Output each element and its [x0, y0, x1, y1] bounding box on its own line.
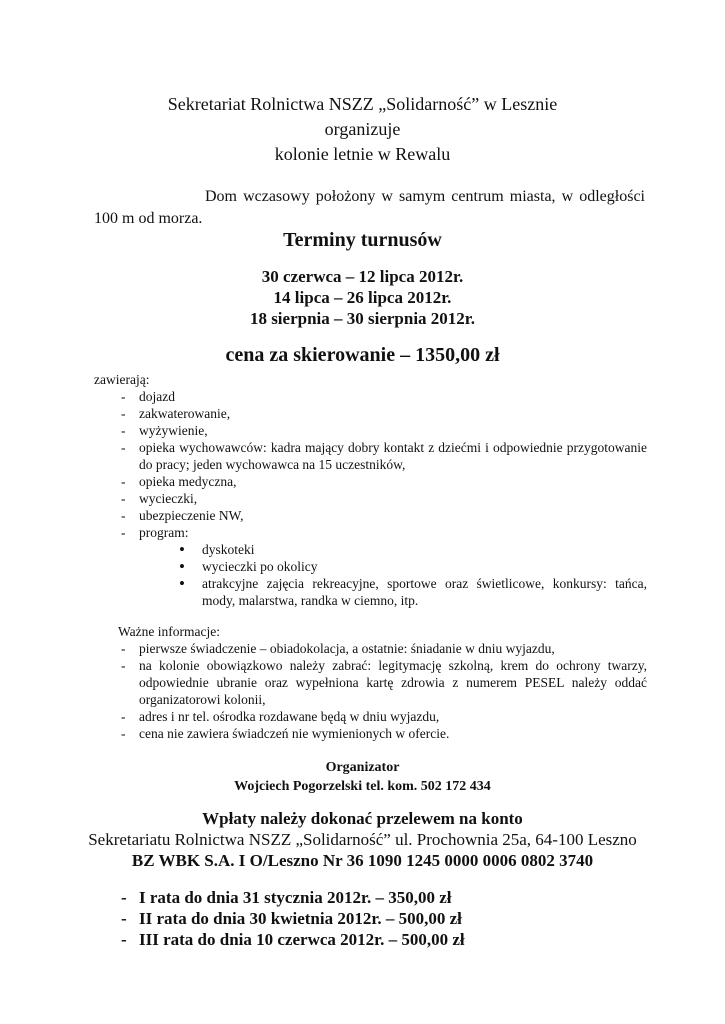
payment-block	[0, 808, 725, 871]
organizer-name: Wojciech Pogorzelski tel. kom. 502 172 434	[234, 779, 491, 794]
installment-item: - III rata do dnia 10 czerwca 2012r. – 500,00 zł	[115, 929, 465, 950]
list-item: - opieka medyczna,	[115, 473, 647, 490]
program-item: • wycieczki po okolicy	[179, 558, 647, 575]
list-item: - program: • dyskoteki • wycieczki po okolicy • atrakcyjne zajęcia rekreacyjne, sportowe oraz świetlicowe, konkursy: tańca, mody, malarstwa, randka w ciemno, itp.	[115, 524, 647, 609]
program-item: • dyskoteki	[179, 541, 647, 558]
info-item: - na kolonie obowiązkowo należy zabrać: legitymację szkolną, krem do ochrony twarzy, odpowiednie ubranie oraz wypełniona kartę zdrowia z numerem PESEL należy oddać organizatorowi kolonii,	[115, 657, 647, 708]
installment-item: - II rata do dnia 30 kwietnia 2012r. – 500,00 zł	[115, 908, 465, 929]
header-line-1: Sekretariat Rolnictwa NSZZ „Solidarność” w Lesznie	[167, 94, 558, 114]
terms-list	[0, 266, 725, 329]
list-item: - opieka wychowawców: kadra mający dobry kontakt z dziećmi i odpowiednie przygotowanie do pracy; jeden wychowawca na 15 uczestników,	[115, 439, 647, 473]
payment-title: Wpłaty należy dokonać przelewem na konto	[202, 809, 523, 828]
term-item: 14 lipca – 26 lipca 2012r.	[273, 288, 452, 307]
info-item: - adres i nr tel. ośrodka rozdawane będą w dniu wyjazdu,	[115, 708, 647, 725]
info-item: - pierwsze świadczenie – obiadokolacja, a ostatnie: śniadanie w dniu wyjazdu,	[115, 640, 647, 657]
terms-title: Terminy turnusów	[283, 229, 442, 251]
organizer-block	[0, 758, 725, 796]
list-item: - dojazd	[115, 388, 647, 405]
includes-label: zawierają:	[94, 372, 150, 387]
payment-address: Sekretariatu Rolnictwa NSZZ „Solidarność” ul. Prochownia 25a, 64-100 Leszno	[88, 830, 637, 849]
info-label: Ważne informacje:	[118, 624, 220, 639]
list-item: - ubezpieczenie NW,	[115, 507, 647, 524]
program-list	[139, 541, 647, 609]
bank-account: BZ WBK S.A. I O/Leszno Nr 36 1090 1245 0000 0006 0802 3740	[131, 851, 594, 870]
organizer-label: Organizator	[325, 760, 400, 775]
header-line-3: kolonie letnie w Rewalu	[274, 144, 451, 164]
info-item: - cena nie zawiera świadczeń nie wymienionych w ofercie.	[115, 725, 647, 742]
intro-line-2: 100 m od morza.	[94, 210, 203, 227]
price-line: cena za skierowanie – 1350,00 zł	[225, 344, 500, 366]
list-item: - zakwaterowanie,	[115, 405, 647, 422]
installment-item: - I rata do dnia 31 stycznia 2012r. – 350,00 zł	[115, 887, 465, 908]
term-item: 18 sierpnia – 30 sierpnia 2012r.	[249, 309, 476, 328]
intro-line-1: Dom wczasowy położony w samym centrum miasta, w odległości	[205, 188, 645, 205]
program-item: • atrakcyjne zajęcia rekreacyjne, sportowe oraz świetlicowe, konkursy: tańca, mody, malarstwa, randka w ciemno, itp.	[179, 575, 647, 609]
list-item: - wycieczki,	[115, 490, 647, 507]
installments-list	[115, 887, 465, 950]
info-list	[115, 640, 647, 742]
list-item: - wyżywienie,	[115, 422, 647, 439]
includes-list	[115, 388, 647, 609]
term-item: 30 czerwca – 12 lipca 2012r.	[261, 267, 464, 286]
header-line-2: organizuje	[324, 119, 401, 139]
